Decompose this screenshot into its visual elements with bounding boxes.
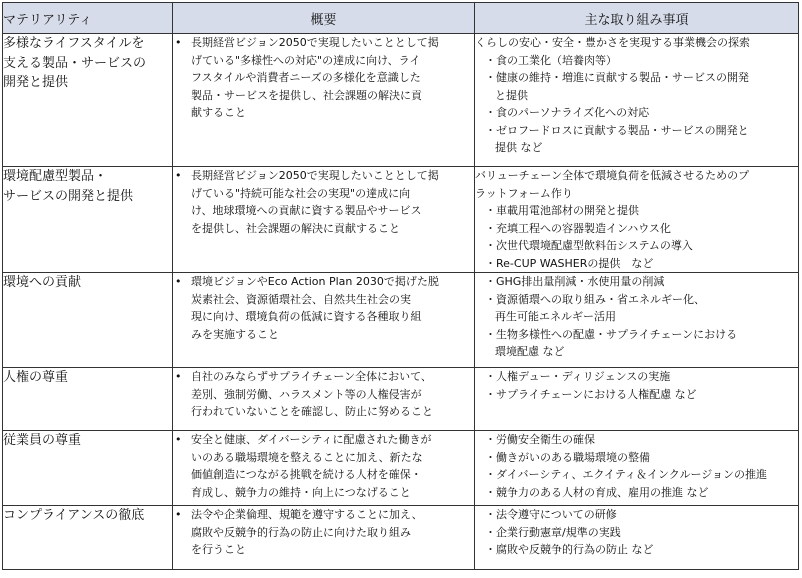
list-item: ・企業行動憲章/規準の実践: [485, 525, 621, 539]
materiality-cell: [3, 34, 173, 167]
bullet-dot: •: [175, 169, 182, 182]
list-item: ・生物多様性への配慮・サプライチェーンにおける: [485, 327, 738, 341]
overview-text: [191, 431, 474, 501]
table-row: [3, 273, 799, 368]
materiality-table: [2, 2, 799, 570]
overview-text: [191, 34, 474, 122]
table-row: [3, 506, 799, 570]
overview-line: 行われていないことを確認し、防止に努めること: [191, 405, 433, 418]
list-item-cont: 再生可能エネルギー活用: [495, 310, 616, 323]
overview-cell: [173, 368, 475, 431]
materiality-line: サービスの開発と提供: [3, 188, 134, 204]
overview-line: 自社のみならずサプライチェーン全体において、: [191, 370, 432, 383]
overview-line: 献すること: [191, 106, 246, 119]
list-item: ・健康の維持・増進に貢献する製品・サービスの開発: [485, 71, 749, 84]
overview-line: を提供し、社会課題の解決に貢献すること: [191, 221, 400, 235]
overview-line: を行うこと: [191, 543, 246, 556]
overview-text: [191, 273, 474, 343]
overview-line: げている"持続可能な社会の実現"の達成に向: [191, 186, 411, 200]
materiality-line: 従業員の尊重: [3, 433, 82, 448]
bullet-dot: •: [175, 508, 182, 521]
list-item: ・充填工程への容器製造インハウス化: [485, 221, 671, 235]
overview-cell: [173, 167, 475, 273]
initiatives-intro: くらしの安心・安全・豊かさを実現する事業機会の探索: [475, 36, 750, 49]
list-item: ・食のパーソナライズ化への対応: [485, 106, 650, 119]
list-item: ・人権デュー・ディリジェンスの実施: [485, 370, 671, 383]
list-item: ・ゼロフードロスに貢献する製品・サービスの開発と: [485, 123, 749, 137]
overview-line: 安全と健康、ダイバーシティに配慮された働きが: [191, 433, 432, 446]
bullet-dot: •: [175, 275, 182, 288]
list-item-cont: 環境配慮 など: [495, 345, 565, 358]
overview-bullet-row: [173, 368, 474, 421]
bullet-dot: •: [175, 433, 182, 446]
materiality-line: 人権の尊重: [3, 370, 69, 385]
overview-line: みを実施すること: [191, 327, 279, 341]
materiality-cell: [3, 368, 173, 431]
initiatives-cell: [475, 167, 799, 273]
overview-line: 長期経営ビジョン2050で実現したいこととして掲: [191, 36, 439, 49]
bullet-dot: •: [175, 36, 182, 49]
overview-bullet-row: [173, 273, 474, 343]
materiality-cell: [3, 431, 173, 506]
overview-bullet-row: [173, 167, 474, 237]
overview-bullet-row: [173, 431, 474, 501]
list-item: ・食の工業化（培養肉等）: [485, 53, 617, 67]
overview-line: 炭素社会、資源循環社会、自然共生社会の実: [191, 292, 411, 306]
overview-line: げている"多様性への対応"の達成に向け、ライ: [191, 53, 421, 67]
overview-bullet-row: [173, 34, 474, 122]
header-materiality: マテリアリティ: [3, 3, 173, 34]
table-row: [3, 167, 799, 273]
overview-cell: [173, 431, 475, 506]
overview-cell: [173, 273, 475, 368]
overview-line: いのある職場環境を整えることに加え、新たな: [191, 450, 423, 464]
overview-line: 現に向け、環境負荷の低減に資する各種取り組: [191, 310, 422, 323]
list-item: ・ダイバーシティ、エクイティ＆インクルージョンの推進: [485, 468, 768, 481]
list-item: ・働きがいのある職場環境の整備: [485, 450, 650, 464]
materiality-line: 支える製品・サービスの: [3, 55, 147, 71]
list-item: ・GHG排出量削減・水使用量の削減: [485, 275, 665, 288]
list-item: ・競争力のある人材の育成、雇用の推進 など: [485, 485, 709, 499]
overview-line: 法令や企業倫理、規範を遵守することに加え、: [191, 508, 423, 521]
list-item-cont: 提供 など: [495, 141, 543, 154]
materiality-line: 環境への貢献: [3, 275, 82, 290]
materiality-line: 開発と提供: [3, 75, 69, 90]
overview-line: 価値創造につながる挑戦を続ける人材を確保・: [191, 468, 422, 481]
initiatives-cell: [475, 34, 799, 167]
initiatives-cell: [475, 368, 799, 431]
header-overview: 概要: [173, 3, 475, 34]
initiatives-cell: [475, 431, 799, 506]
overview-cell: [173, 34, 475, 167]
initiatives-cell: [475, 273, 799, 368]
list-item: ・車載用電池部材の開発と提供: [485, 204, 639, 217]
table-row: [3, 34, 799, 167]
overview-line: フスタイルや消費者ニーズの多様化を意識した: [191, 71, 421, 84]
overview-line: 育成し、競争力の維持・向上につなげること: [191, 485, 411, 499]
initiatives-intro: バリューチェーン全体で環境負荷を低減させるためのプ: [475, 169, 750, 182]
table-body: [3, 34, 799, 570]
materiality-line: コンプライアンスの徹底: [3, 508, 145, 523]
overview-text: [191, 368, 474, 421]
overview-line: 長期経営ビジョン2050で実現したいこととして掲: [191, 169, 439, 182]
header-row: [3, 3, 799, 34]
overview-line: 腐敗や反競争的行為の防止に向けた取り組み: [191, 525, 411, 539]
materiality-line: 環境配慮型製品・: [3, 169, 108, 184]
list-item: ・資源循環への取り組み・省エネルギー化、: [485, 292, 705, 306]
header-initiatives: 主な取り組み事項: [475, 3, 799, 34]
materiality-line: 多様なライフスタイルを: [3, 36, 145, 51]
list-item: ・労働安全衛生の確保: [485, 433, 595, 446]
materiality-cell: [3, 506, 173, 570]
list-item-cont: と提供: [495, 88, 528, 102]
materiality-cell: [3, 273, 173, 368]
overview-line: 差別、強制労働、ハラスメント等の人権侵害が: [191, 387, 422, 401]
table-row: [3, 368, 799, 431]
bullet-dot: •: [175, 370, 182, 383]
initiatives-intro-cont: ラットフォーム作り: [475, 186, 573, 200]
list-item: ・サプライチェーンにおける人権配慮 など: [485, 387, 697, 401]
overview-cell: [173, 506, 475, 570]
list-item: ・Re-CUP WASHERの提供 など: [485, 256, 654, 270]
overview-text: [191, 167, 474, 237]
materiality-cell: [3, 167, 173, 273]
overview-bullet-row: [173, 506, 474, 559]
list-item: ・腐敗や反競争的行為の防止 など: [485, 543, 654, 556]
overview-line: け、地球環境への貢献に資する製品やサービス: [191, 204, 422, 217]
list-item: ・法令遵守についての研修: [485, 508, 617, 521]
initiatives-cell: [475, 506, 799, 570]
overview-line: 製品・サービスを提供し、社会課題の解決に貢: [191, 88, 422, 102]
table-row: [3, 431, 799, 506]
overview-text: [191, 506, 474, 559]
overview-line: 環境ビジョンやEco Action Plan 2030で掲げた脱: [191, 275, 439, 288]
list-item: ・次世代環境配慮型飲料缶システムの導入: [485, 239, 693, 252]
